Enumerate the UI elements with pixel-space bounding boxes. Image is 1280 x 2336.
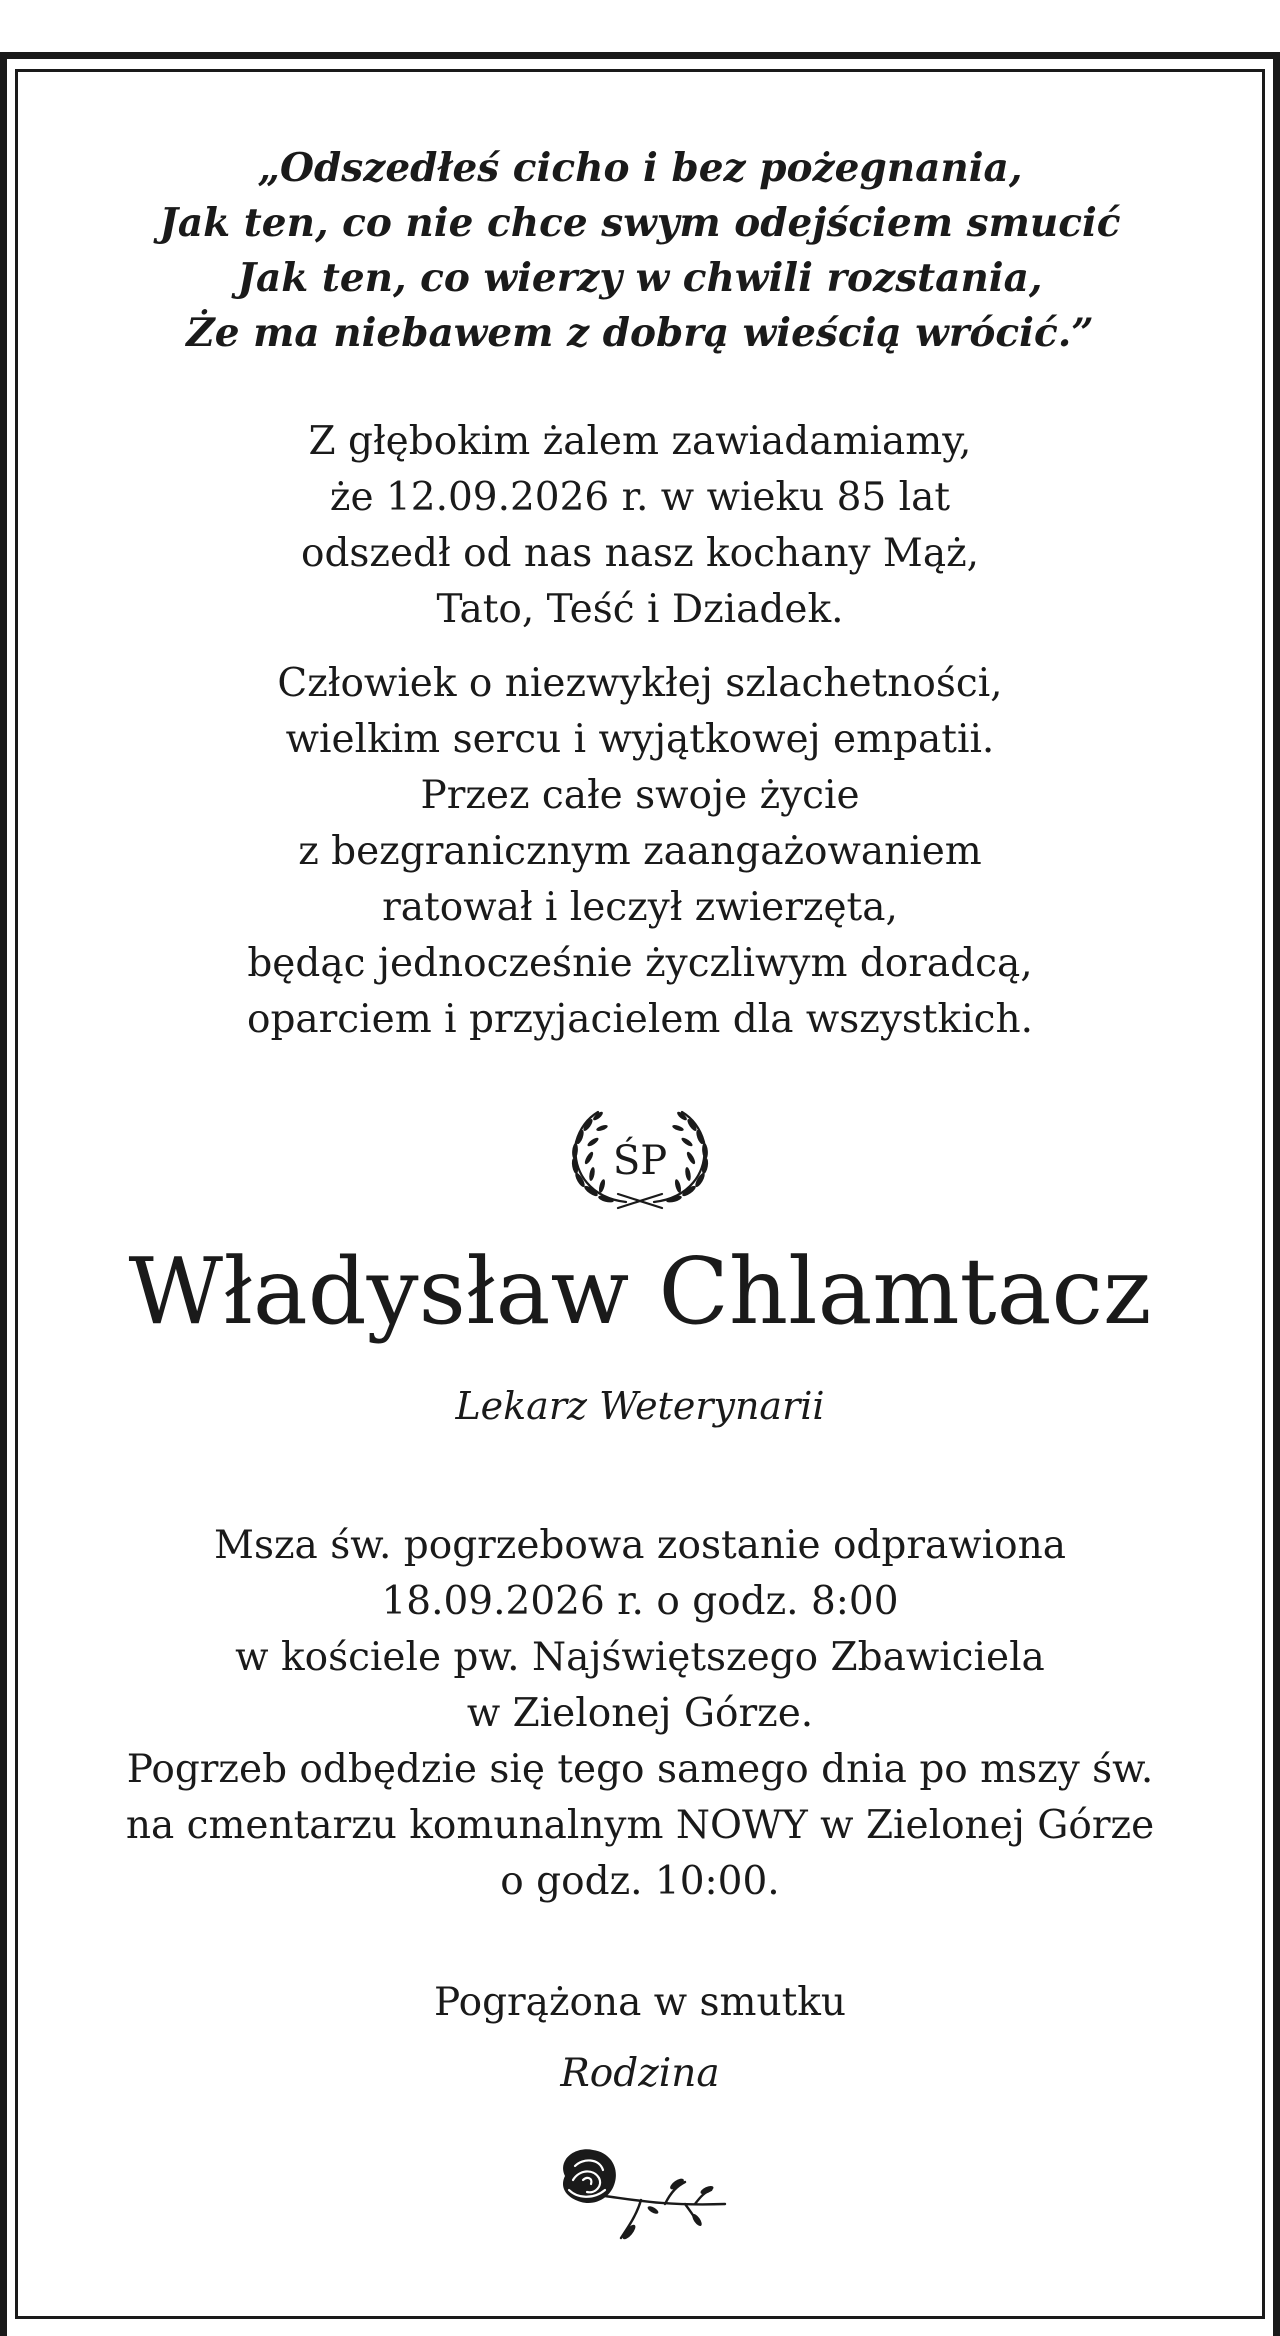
funeral-line: 18.09.2026 r. o godz. 8:00 — [381, 1579, 899, 1624]
funeral-line: w Zielonej Górze. — [466, 1691, 814, 1736]
announcement-line: że 12.09.2026 r. w wieku 85 lat — [329, 475, 951, 520]
tribute-line: z bezgranicznym zaangażowaniem — [298, 829, 982, 874]
poem-line: „Odszedłeś cicho i bez pożegnania, — [257, 145, 1023, 191]
tribute-line: będąc jednocześnie życzliwym doradcą, — [247, 941, 1033, 986]
funeral-details — [0, 1518, 1280, 1910]
poem-line: Jak ten, co nie chce swym odejściem smucić — [159, 200, 1121, 246]
funeral-line: Msza św. pogrzebowa zostanie odprawiona — [214, 1523, 1066, 1568]
tribute-line: wielkim sercu i wyjątkowej empatii. — [285, 717, 995, 762]
tribute-line: Człowiek o niezwykłej szlachetności, — [277, 661, 1003, 706]
signature-family: Rodzina — [560, 2051, 720, 2096]
poem — [0, 141, 1280, 361]
deceased-name: Władysław Chlamtacz — [128, 1238, 1152, 1345]
signature-line: Pogrążona w smutku — [433, 1980, 847, 2025]
poem-line: Że ma niebawem z dobrą wieścią wrócić.” — [186, 310, 1094, 356]
funeral-line: o godz. 10:00. — [500, 1859, 780, 1904]
funeral-line: w kościele pw. Najświętszego Zbawiciela — [235, 1635, 1045, 1680]
deceased-profession: Lekarz Weterynarii — [455, 1384, 825, 1428]
announcement — [0, 414, 1280, 638]
funeral-line: na cmentarzu komunalnym NOWY w Zielonej Górze — [125, 1803, 1155, 1848]
funeral-line: Pogrzeb odbędzie się tego samego dnia po mszy św. — [126, 1747, 1154, 1792]
tribute — [0, 656, 1280, 1048]
laurel-wreath-icon — [562, 1108, 718, 1212]
sp-emblem-text: ŚP — [612, 1138, 668, 1184]
tribute-line: oparciem i przyjacielem dla wszystkich. — [246, 997, 1034, 1042]
announcement-line: Z głębokim żalem zawiadamiamy, — [308, 419, 972, 464]
poem-line: Jak ten, co wierzy w chwili rozstania, — [237, 255, 1043, 301]
tribute-line: Przez całe swoje życie — [420, 773, 860, 818]
tribute-line: ratował i leczył zwierzęta, — [382, 885, 898, 930]
announcement-line: Tato, Teść i Dziadek. — [436, 587, 844, 632]
rose-icon — [545, 2140, 735, 2250]
announcement-line: odszedł od nas nasz kochany Mąż, — [300, 531, 980, 576]
